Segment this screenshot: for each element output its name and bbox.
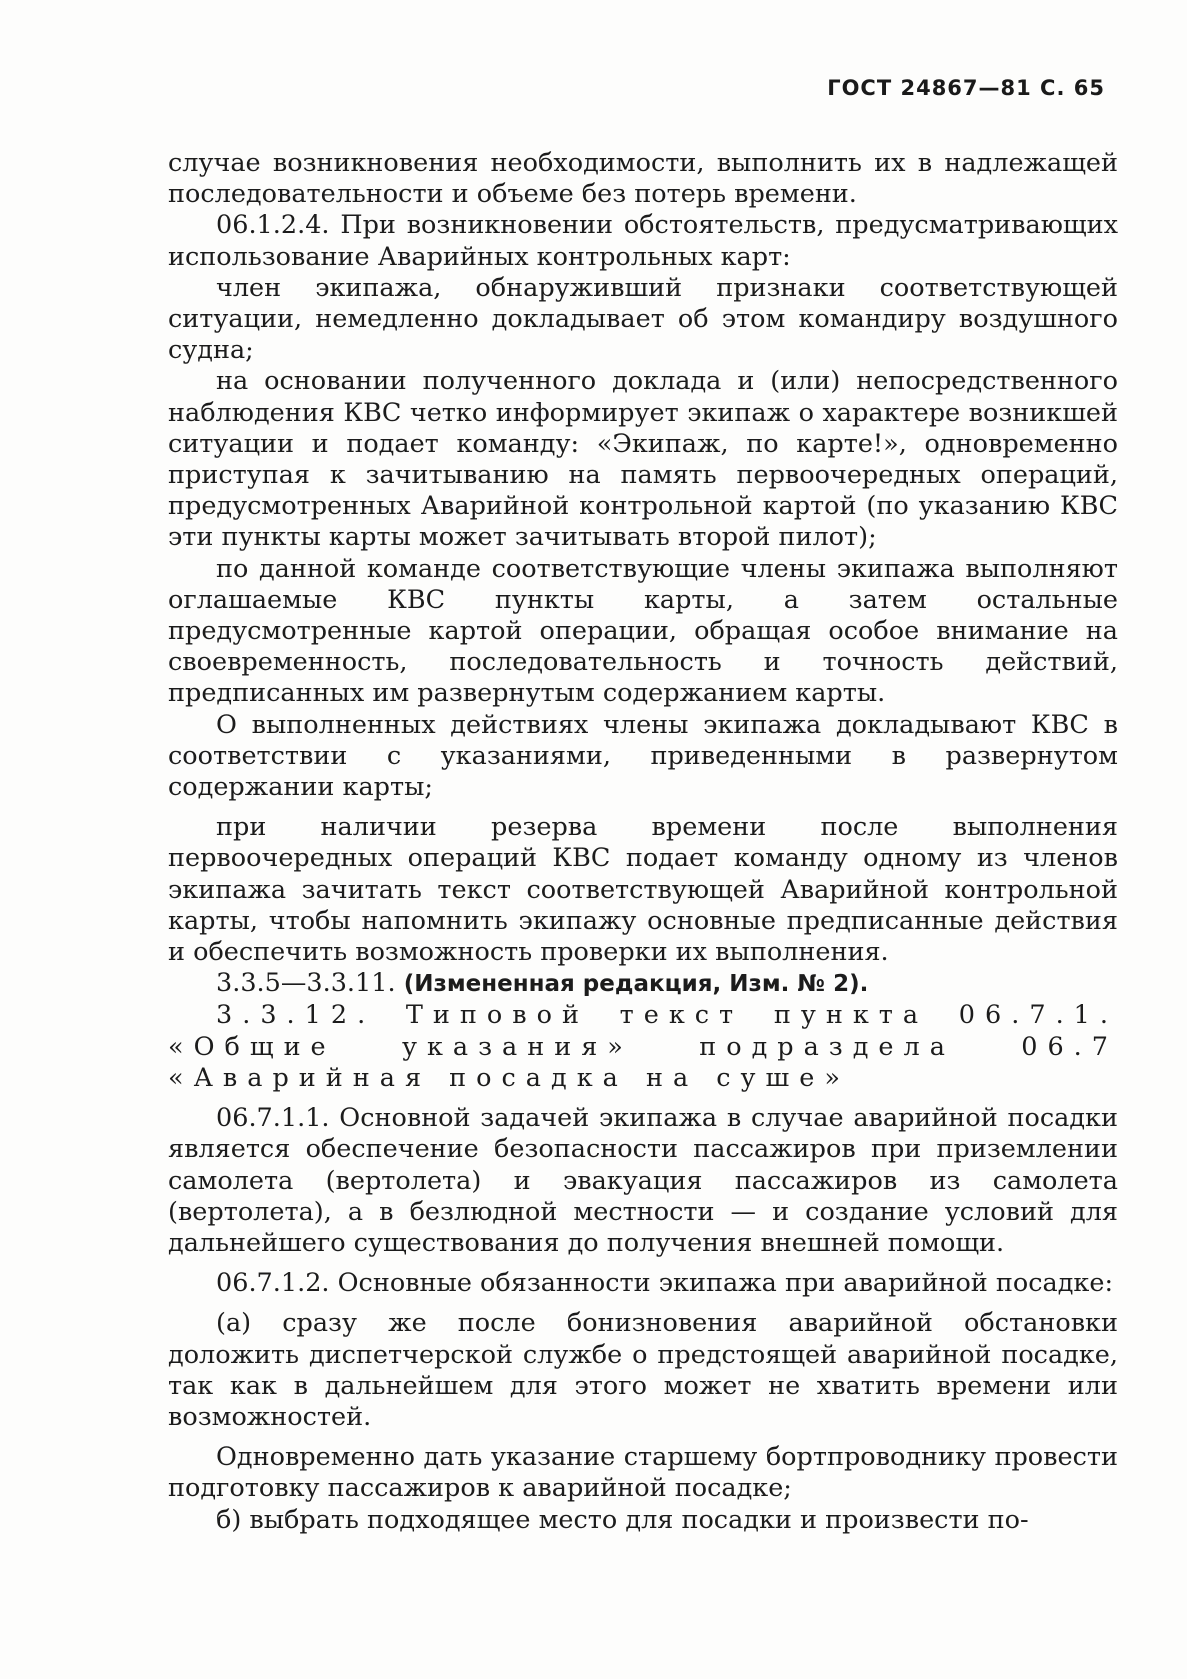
amendment-number: 3.3.5—3.3.11. <box>216 968 396 999</box>
paragraph-5: по данной команде соответствующие члены экипажа выполняют оглашаемые КВС пункты карты, а затем остальные предусмотренные картой операции, обращая особое внимание на своевременность, последовательность и точность действий, предписанных им развернутым содержанием карты. <box>168 553 1118 709</box>
paragraph-12: (а) сразу же после бонизновения аварийной обстановки доложить диспетчерской службе о предстоящей аварийной посадке, так как в дальнейшем для этого может не хватить времени или возможностей. <box>168 1308 1118 1432</box>
amendment-note: (Измененная редакция, Изм. № 2). <box>403 971 869 998</box>
paragraph-2: 06.1.2.4. При возникновении обстоятельств, предусматривающих использование Аварийных контрольных карт: <box>168 210 1118 272</box>
paragraph-14: б) выбрать подходящее место для посадки и произвести по- <box>216 1504 1029 1535</box>
paragraph-10: 06.7.1.1. Основной задачей экипажа в случае аварийной посадки является обеспечение безопасности пассажиров при приземлении самолета (вертолета) и эвакуация пассажиров из самолета (вертолета), а в безлюдной местности — и создание условий для дальнейшего существования до получения внешней помощи. <box>168 1103 1118 1258</box>
paragraph-6: О выполненных действиях члены экипажа докладывают КВС в соответствии с указаниями, приведенными в развернутом содержании карты; <box>168 709 1118 803</box>
section-heading: 3.3.12. Типовой текст пункта 06.7.1. «Общие указания» подраздела 06.7 «Аварийная посадка на суше» <box>168 1000 1118 1093</box>
paragraph-7: при наличии резерва времени после выполнения первоочередных операций КВС подает команду одному из членов экипажа зачитать текст соответствующей Аварийной контрольной карты, чтобы напомнить экипажу основные предписанные действия и обеспечить возможность проверки их выполнения. <box>168 812 1118 968</box>
paragraph-4: на основании полученного доклада и (или) непосредственного наблюдения КВС четко информирует экипаж о характере возникшей ситуации и подает команду: «Экипаж, по карте!», одновременно приступая к зачитыванию на память первоочередных операций, предусмотренных Аварийной контрольной картой (по указанию КВС эти пункты карты может зачитывать второй пилот); <box>168 366 1118 553</box>
paragraph-1: случае возникновения необходимости, выполнить их в надлежащей последовательности и объеме без потерь времени. <box>168 148 1118 210</box>
paragraph-8 <box>168 968 1118 1000</box>
paragraph-11: 06.7.1.2. Основные обязанности экипажа при аварийной посадке: <box>216 1268 1114 1299</box>
document-body <box>168 148 1118 1536</box>
paragraph-13: Одновременно дать указание старшему бортпроводнику провести подготовку пассажиров к аварийной посадке; <box>168 1442 1118 1504</box>
page-header: ГОСТ 24867—81 С. 65 <box>827 76 1105 100</box>
paragraph-3: член экипажа, обнаруживший признаки соответствующей ситуации, немедленно докладывает об этом командиру воздушного судна; <box>168 272 1118 366</box>
